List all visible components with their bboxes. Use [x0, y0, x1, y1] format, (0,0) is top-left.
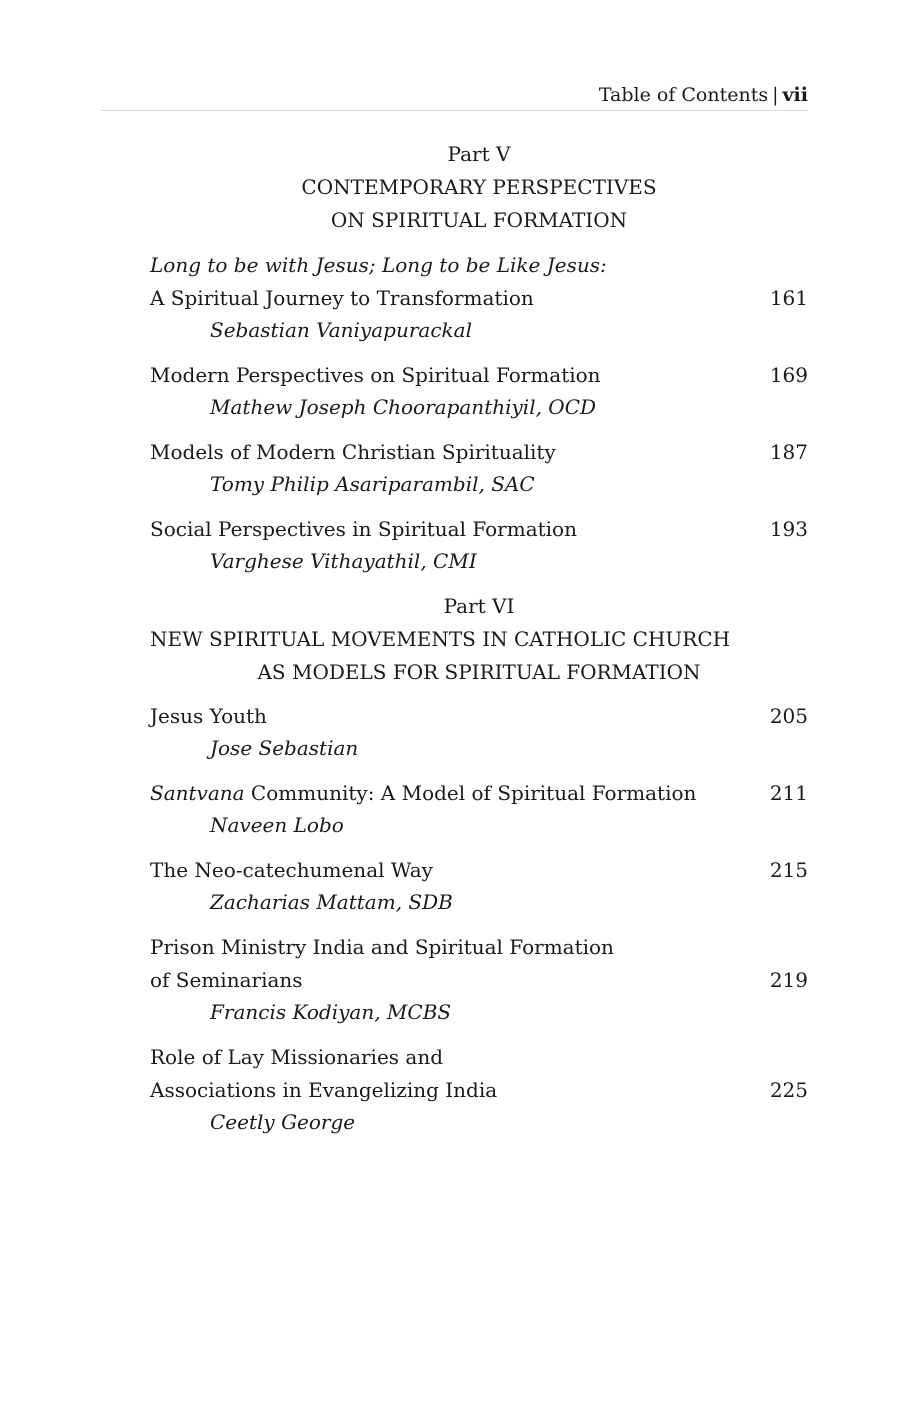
- entry-title: of Seminarians: [150, 968, 303, 992]
- entry-title-row: [150, 359, 808, 392]
- part-5-title-line-2: ON SPIRITUAL FORMATION: [330, 208, 628, 232]
- part-6-title-line-2: AS MODELS FOR SPIRITUAL FORMATION: [257, 660, 701, 684]
- header-page-number: vii: [782, 84, 808, 106]
- entry-title-row: [150, 513, 808, 546]
- entry-title-line-1: Prison Ministry India and Spiritual Formation: [150, 935, 614, 959]
- entry-author: Francis Kodiyan, MCBS: [210, 1000, 452, 1024]
- toc-entry: [150, 931, 808, 1027]
- entry-author: Naveen Lobo: [210, 813, 344, 837]
- entry-title-line-1: Role of Lay Missionaries and: [150, 1045, 444, 1069]
- entry-author: Zacharias Mattam, SDB: [210, 890, 453, 914]
- entry-page-number: 169: [769, 363, 808, 387]
- toc-entry: [150, 700, 808, 763]
- entry-title: The Neo-catechumenal Way: [150, 858, 433, 882]
- part-5-heading: [150, 138, 808, 237]
- running-header: [100, 80, 808, 111]
- entry-author: Tomy Philip Asariparambil, SAC: [210, 472, 535, 496]
- part-5-title-line-1: CONTEMPORARY PERSPECTIVES: [301, 175, 657, 199]
- toc-entry: [150, 249, 808, 345]
- part-6-heading: [150, 590, 808, 689]
- toc-entry: [150, 513, 808, 576]
- entry-title: Jesus Youth: [150, 704, 267, 728]
- header-separator: |: [772, 84, 779, 106]
- toc-entry: [150, 436, 808, 499]
- entry-author: Mathew Joseph Choorapanthiyil, OCD: [210, 395, 597, 419]
- entry-title-row: [150, 436, 808, 469]
- part-6-label: Part VI: [443, 594, 515, 618]
- entry-title-row: [150, 282, 808, 315]
- entry-title-italic-prefix: Santvana: [150, 781, 245, 805]
- entry-page-number: 219: [769, 968, 808, 992]
- entry-title: Models of Modern Christian Spirituality: [150, 440, 556, 464]
- toc-entry: [150, 1041, 808, 1137]
- entry-author: Jose Sebastian: [210, 736, 359, 760]
- entry-author: Sebastian Vaniyapurackal: [210, 318, 472, 342]
- entry-title-row: [150, 777, 808, 810]
- entry-title-row: [150, 854, 808, 887]
- entry-title: Associations in Evangelizing India: [150, 1078, 498, 1102]
- entry-title-row: [150, 964, 808, 997]
- toc-entry: [150, 359, 808, 422]
- entry-title-line-1: Long to be with Jesus; Long to be Like Jesus:: [150, 253, 607, 277]
- entry-title: Community: A Model of Spiritual Formation: [244, 781, 697, 805]
- entry-author: Ceetly George: [210, 1110, 356, 1134]
- entry-page-number: 205: [769, 704, 808, 728]
- entry-page-number: 211: [769, 781, 808, 805]
- entry-title: Social Perspectives in Spiritual Formation: [150, 517, 577, 541]
- entry-page-number: 225: [769, 1078, 808, 1102]
- part-6-title-line-1: NEW SPIRITUAL MOVEMENTS IN CATHOLIC CHURCH: [150, 627, 731, 651]
- entry-page-number: 193: [769, 517, 808, 541]
- entry-title: Modern Perspectives on Spiritual Formation: [150, 363, 601, 387]
- entry-page-number: 161: [769, 286, 808, 310]
- entry-title-row: [150, 700, 808, 733]
- entry-page-number: 215: [769, 858, 808, 882]
- entry-title: A Spiritual Journey to Transformation: [150, 286, 534, 310]
- entry-page-number: 187: [769, 440, 808, 464]
- toc-entry: [150, 854, 808, 917]
- toc-entry: [150, 777, 808, 840]
- entry-author: Varghese Vithayathil, CMI: [210, 549, 477, 573]
- header-title: Table of Contents: [598, 84, 769, 106]
- entry-title-row: [150, 1074, 808, 1107]
- part-5-label: Part V: [447, 142, 511, 166]
